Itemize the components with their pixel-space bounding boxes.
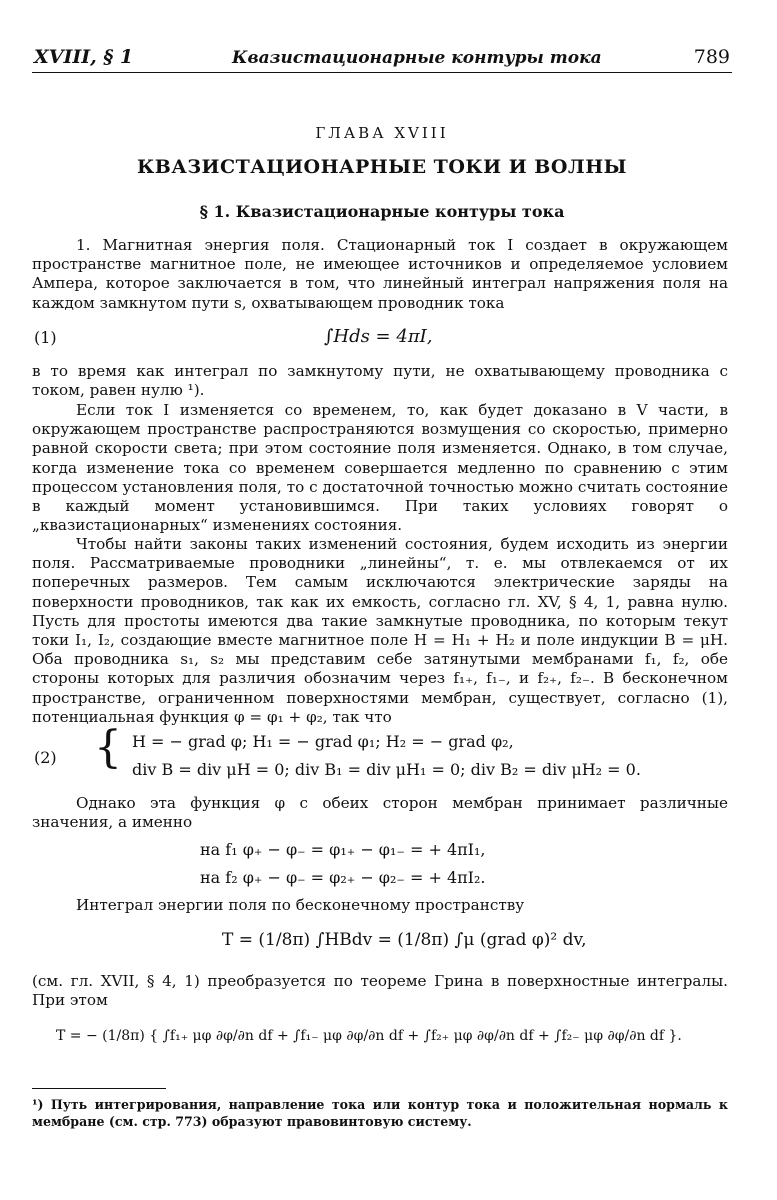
brace-icon: { bbox=[94, 722, 122, 773]
equation-1: ∫Hds = 4πI, bbox=[324, 326, 433, 347]
section-title: § 1. Квазистационарные контуры тока bbox=[199, 202, 565, 221]
paragraph-2: в то время как интеграл по замкнутому пути, не охватывающему проводника с током, равен нулю ¹). bbox=[32, 362, 728, 400]
equation-3-line-1: на f₁ φ₊ − φ₋ = φ₁₊ − φ₁₋ = + 4πI₁, bbox=[200, 840, 486, 859]
eq2-number: (2) bbox=[34, 748, 57, 767]
paragraph-5: Однако эта функция φ с обеих сторон мембран принимает различные значения, а именно bbox=[32, 794, 728, 832]
footnote: ¹) Путь интегрирования, направление тока или контур тока и положительная нормаль к мембране (см. стр. 773) образуют правовинтовую систему. bbox=[32, 1097, 728, 1129]
paragraph-3: Если ток I изменяется со временем, то, как будет доказано в V части, в окружающем пространстве распространяются возмущения со скоростью, примерно равной скорости света; при этом состояние поля изменяется. Однако, в том случае, когда изменение тока со временем совершается медленно по сравнению с этим процессом установления поля, то с достаточной точностью можно считать состояние в каждый момент установившимся. При таких условиях говорят о „квазистационарных“ изменениях состояния. bbox=[32, 401, 728, 535]
chapter-title: КВАЗИСТАЦИОНАРНЫЕ ТОКИ И ВОЛНЫ bbox=[137, 156, 627, 178]
eq1-number: (1) bbox=[34, 328, 57, 347]
equation-2-line-2: div B = div μH = 0; div B₁ = div μH₁ = 0; div B₂ = div μH₂ = 0. bbox=[132, 760, 641, 779]
paragraph-1: 1. Магнитная энергия поля. Стационарный ток I создает в окружающем пространстве магнитное поле, не имеющее источников и определяемое условием Ампера, которое заключается в том, что линейный интеграл напряжения поля на каждом замкнутом пути s, охватывающем проводник тока bbox=[32, 236, 728, 312]
paragraph-7: (см. гл. XVII, § 4, 1) преобразуется по теореме Грина в поверхностные интегралы. При этом bbox=[32, 972, 728, 1010]
equation-3-line-2: на f₂ φ₊ − φ₋ = φ₂₊ − φ₂₋ = + 4πI₂. bbox=[200, 868, 486, 887]
equation-2-line-1: H = − grad φ; H₁ = − grad φ₁; H₂ = − grad φ₂, bbox=[132, 732, 514, 751]
running-header bbox=[32, 44, 732, 73]
page bbox=[32, 44, 732, 1174]
equation-5: T = − (1/8π) { ∫f₁₊ μφ ∂φ/∂n df + ∫f₁₋ μφ ∂φ/∂n df + ∫f₂₊ μφ ∂φ/∂n df + ∫f₂₋ μφ ∂φ/∂n df }. bbox=[56, 1028, 682, 1044]
footnote-rule bbox=[32, 1088, 166, 1089]
page-number: 789 bbox=[693, 46, 730, 68]
header-section: XVIII, § 1 bbox=[34, 46, 134, 68]
chapter-label: ГЛАВА XVIII bbox=[315, 124, 449, 142]
equation-4: T = (1/8π) ∫HBdv = (1/8π) ∫μ (grad φ)² dv, bbox=[222, 930, 587, 950]
paragraph-6: Интеграл энергии поля по бесконечному пространству bbox=[76, 896, 525, 914]
paragraph-4: Чтобы найти законы таких изменений состояния, будем исходить из энергии поля. Рассматриваемые проводники „линейны“, т. е. мы отвлекаемся от их поперечных размеров. Тем самым исключаются электрические заряды на поверхности проводников, так как их емкость, согласно гл. XV, § 4, 1, равна нулю. Пусть для простоты имеются два такие замкнутые проводника, по которым текут токи I₁, I₂, создающие вместе магнитное поле H = H₁ + H₂ и поле индукции B = μH. Оба проводника s₁, s₂ мы представим себе затянутыми мембранами f₁, f₂, обе стороны которых для различия обозначим через f₁₊, f₁₋, и f₂₊, f₂₋. В бесконечном пространстве, ограниченном поверхностями мембран, существует, согласно (1), потенциальная функция φ = φ₁ + φ₂, так что bbox=[32, 535, 728, 726]
header-title: Квазистационарные контуры тока bbox=[232, 48, 602, 68]
